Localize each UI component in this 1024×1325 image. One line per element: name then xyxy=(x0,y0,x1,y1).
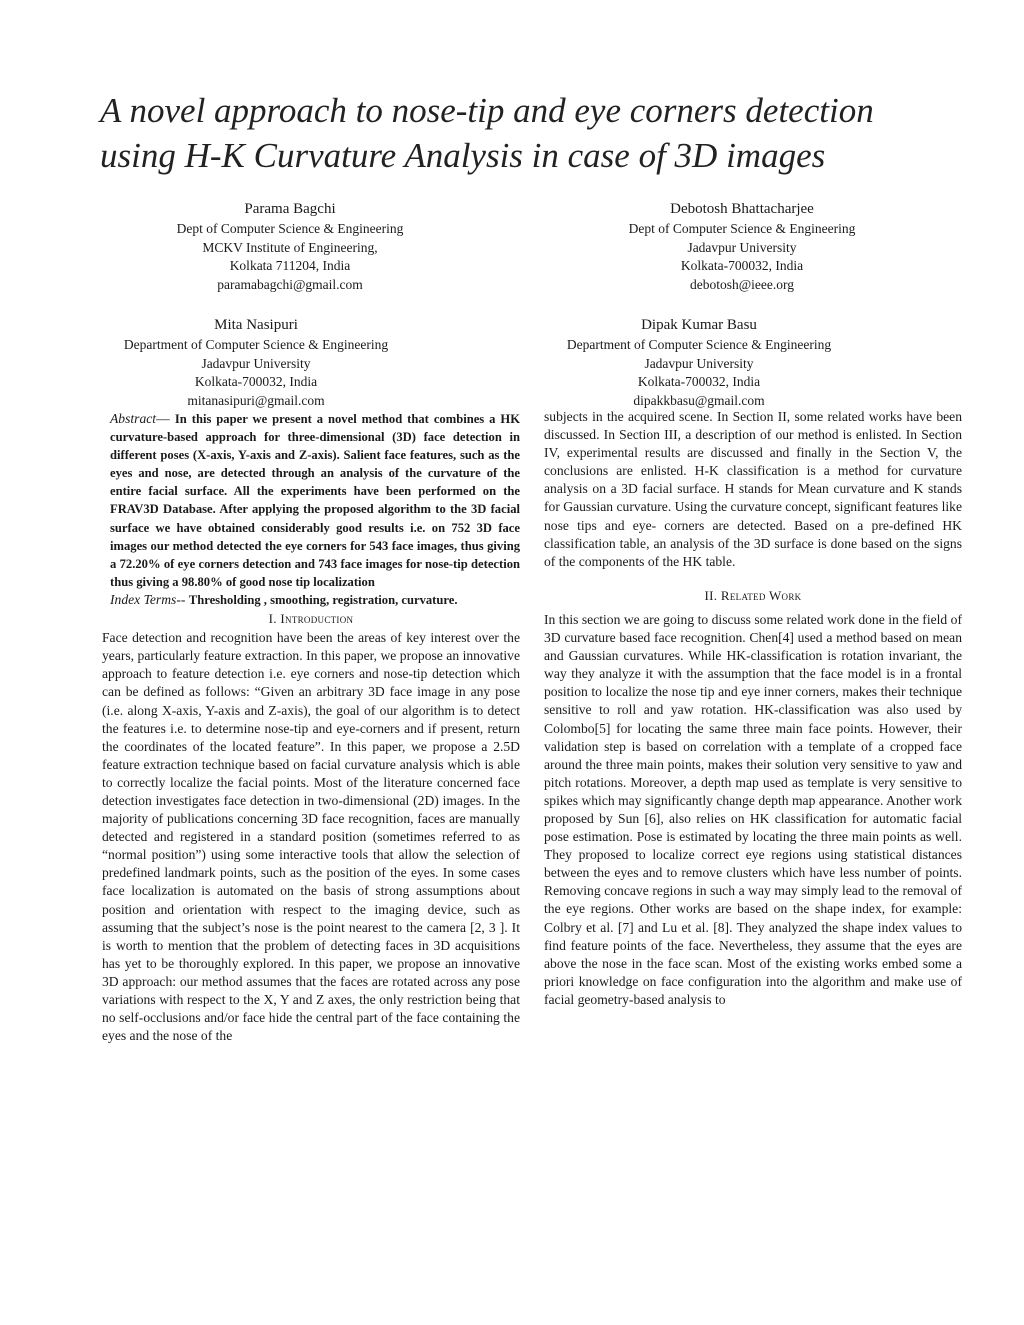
paper-title xyxy=(100,88,960,178)
author-institution: Jadavpur University xyxy=(201,355,311,371)
author-block-2 xyxy=(592,200,892,294)
introduction-continued-paragraph: subjects in the acquired scene. In Section II, some related works have been discussed. In Section III, a description of our method is enlisted. In Section IV, experimental results are discussed and finally in the Section V, the conclusions are enlisted. H-K classification is a method for curvature analysis on a 3D facial surface. H stands for Mean curvature and K stands for Gaussian curvature. Using the curvature concept, significant features like nose tips and eye- corners are detected. Based on a pre-defined HK classification table, an analysis of the 3D surface is done based on the signs of the components of the HK table. xyxy=(544,409,962,569)
introduction-paragraph: Face detection and recognition have been the areas of key interest over the years, particularly feature extraction. In this paper, we propose an innovative approach to feature detection i.e. eye corners and nose-tip detection which can be defined as follows: “Given an arbitrary 3D face image in any pose (i.e. along X-axis, Y-axis and Z-axis), the goal of our algorithm is to detect the features i.e. to determine nose-tip and eye-corners and if present, return the coordinates of the located feature”. In this paper, we propose a 2.5D feature extraction technique based on facial curvature analysis which is able to correctly localize the facial points. Most of the literature concerned face detection investigates face detection in two-dimensional (2D) images. In the majority of publications concerning 3D face recognition, faces are manually detected and registered in a standard position (sometimes referred to as “normal position”) using some interactive tools that allow the selection of predefined landmark points, such as the position of the eyes. In some cases face localization is automated on the basis of strong assumptions about position and orientation with respect to the imaging device, such as assuming that the subject’s nose is the point nearest to the camera [2, 3 ]. It is worth to mention that the problem of detecting faces in 3D acquisitions has yet to be thoroughly explored. In this paper, we propose an innovative 3D approach: our method assumes that the faces are rotated across any pose variations with respect to the X, Y and Z axes, the only restriction being that no self-occlusions and/or face hide the central part of the face containing the eyes and the nose of the xyxy=(102,630,520,1044)
author-name: Dipak Kumar Basu xyxy=(641,317,757,333)
author-dept: Department of Computer Science & Engineering xyxy=(566,337,832,353)
author-dept: Department of Computer Science & Engineering xyxy=(123,337,389,353)
abstract-text: In this paper we present a novel method that combines a HK curvature-based approach for three-dimensional (3D) face detection in different poses (X-axis, Y-axis and Z-axis). Salient face features, such as the eyes and nose, are detected through an analysis of the curvature of the entire facial surface. All the experiments have been performed on the FRAV3D Database. After applying the proposed algorithm to the 3D facial surface we have obtained considerably good results i.e. on 752 3D face images our method detected the eye corners for 543 face images, thus giving a 72.20% of eye corners detection and 743 face images for nose-tip detection thus giving a 98.80% of good nose tip localization xyxy=(110,412,520,589)
title-line-1: A novel approach to nose-tip and eye corners detection xyxy=(100,91,874,130)
author-institution: Jadavpur University xyxy=(644,355,754,371)
index-terms-text: Thresholding , smoothing, registration, curvature. xyxy=(188,592,458,607)
author-institution: MCKV Institute of Engineering, xyxy=(202,239,378,255)
author-block-4 xyxy=(538,316,860,410)
abstract xyxy=(102,410,520,591)
related-work-paragraph: In this section we are going to discuss some related work done in the field of 3D curvature based face recognition. Chen[4] used a method based on mean and Gaussian curvatures. While HK-classification is rotation invariant, the way they analyze it with the assumption that the face model is in a frontal position to localize the nose tip and eye inner corners, makes their technique sensitive to roll and yaw rotation. HK-classification was also used by Colombo[5] for locating the same three main face points. However, their validation step is based on correlation with a template of a cropped face around the three main points, makes their solution very sensitive to yaw and pitch rotations. Moreover, a depth map used as template is very sensitive to spikes which may significantly change depth map appearance. Another work proposed by Sun [6], also relies on HK classification for automatic facial pose estimation. Pose is estimated by locating the three main points as well. They proposed to localize correct eye regions using statistical distances between the eyes and to remove clusters which have less number of points. Removing concave regions in such a way may simply lead to the removal of the eye regions. Other works are based on the shape index, for example: Colbry et al. [7] and Lu et al. [8]. They analyzed the shape index values to find feature points of the face. Nevertheless, they assume that the eyes are above the nose in the face scan. Most of the existing works embed some a priori knowledge on face configuration into the algorithm and make use of facial geometry-based analysis to xyxy=(544,611,962,1007)
author-email: debotosh@ieee.org xyxy=(689,276,795,292)
author-email: dipakkbasu@gmail.com xyxy=(633,392,765,408)
title-line-2: using H-K Curvature Analysis in case of 3D images xyxy=(100,136,826,175)
author-dept: Dept of Computer Science & Engineering xyxy=(176,221,404,237)
author-name: Mita Nasipuri xyxy=(214,317,298,333)
index-terms xyxy=(102,591,520,609)
author-city: Kolkata-700032, India xyxy=(680,258,804,274)
author-email: paramabagchi@gmail.com xyxy=(217,276,363,292)
author-city: Kolkata-700032, India xyxy=(194,374,318,390)
author-block-3 xyxy=(100,316,412,410)
section-heading-introduction: I. Introduction xyxy=(268,611,354,627)
index-terms-label: Index Terms-- xyxy=(110,591,186,607)
section-heading-related-work: II. Related Work xyxy=(704,587,802,603)
author-institution: Jadavpur University xyxy=(687,239,797,255)
author-name: Debotosh Bhattacharjee xyxy=(670,201,814,217)
author-email: mitanasipuri@gmail.com xyxy=(187,392,325,408)
author-city: Kolkata-700032, India xyxy=(637,374,761,390)
author-dept: Dept of Computer Science & Engineering xyxy=(628,221,856,237)
abstract-label: Abstract xyxy=(110,411,157,426)
author-name: Parama Bagchi xyxy=(244,201,336,217)
abstract-dash: — xyxy=(156,411,170,426)
right-column xyxy=(544,408,962,1009)
author-city: Kolkata 711204, India xyxy=(229,258,351,274)
left-column xyxy=(102,410,520,1045)
author-block-1 xyxy=(150,200,430,294)
